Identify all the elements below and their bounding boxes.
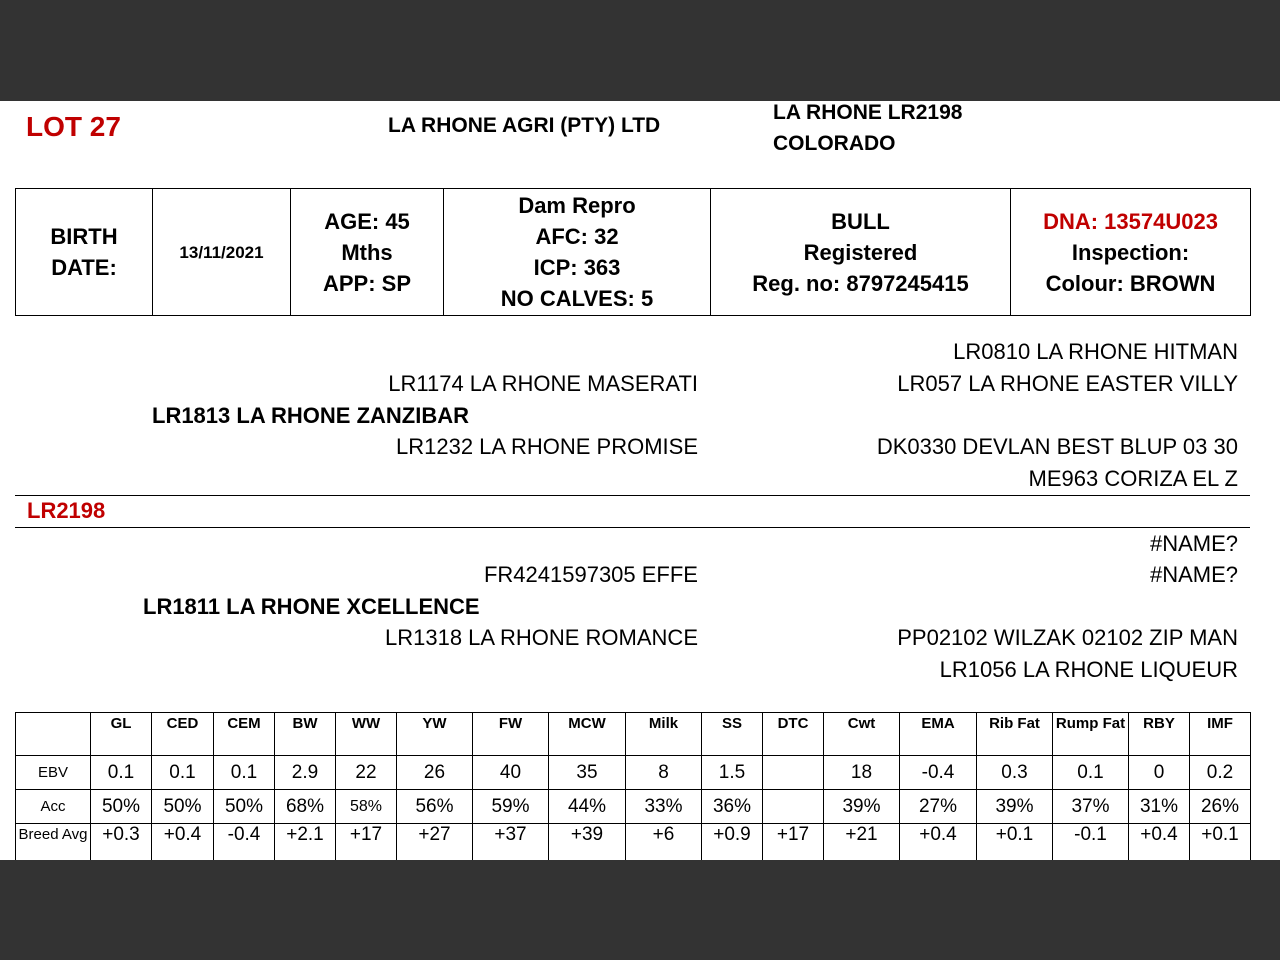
ebv-cell: 8 bbox=[626, 756, 702, 790]
breed-avg-cell: -0.4 bbox=[214, 824, 275, 861]
divider-bottom bbox=[15, 527, 1250, 528]
pedigree-dam-sire-dam: #NAME? bbox=[1149, 562, 1238, 587]
ebv-cell: -0.4 bbox=[900, 756, 977, 790]
ebv-header-cell: WW bbox=[336, 713, 397, 756]
app-value: APP: SP bbox=[322, 270, 412, 296]
pedigree-sire-sire: LR1174 LA RHONE MASERATI bbox=[388, 371, 698, 396]
breed-avg-cell: +2.1 bbox=[275, 824, 336, 861]
breed-avg-row-label: Breed Avg bbox=[16, 824, 91, 861]
breed-avg-cell: +6 bbox=[626, 824, 702, 861]
animal-info-table bbox=[15, 188, 1251, 316]
acc-cell: 39% bbox=[977, 790, 1053, 824]
breed-avg-cell: +37 bbox=[473, 824, 549, 861]
lot-number: LOT 27 bbox=[26, 111, 121, 142]
breed-avg-cell: +17 bbox=[763, 824, 824, 861]
ebv-header-row bbox=[16, 713, 1251, 756]
acc-cell: 68% bbox=[275, 790, 336, 824]
breed-avg-cell: +17 bbox=[336, 824, 397, 861]
acc-cell: 50% bbox=[91, 790, 152, 824]
ebv-cell: 1.5 bbox=[702, 756, 763, 790]
ebv-header-cell: Rib Fat bbox=[977, 713, 1053, 756]
acc-cell: 44% bbox=[549, 790, 626, 824]
pedigree-sire-dam: LR1232 LA RHONE PROMISE bbox=[395, 434, 698, 459]
icp-value: ICP: 363 bbox=[533, 255, 621, 280]
breed-avg-cell: +21 bbox=[824, 824, 900, 861]
breed-avg-cell: +39 bbox=[549, 824, 626, 861]
ebv-header-cell: BW bbox=[275, 713, 336, 756]
ebv-corner-cell bbox=[16, 713, 91, 756]
ebv-header-cell: EMA bbox=[900, 713, 977, 756]
afc-value: AFC: 32 bbox=[535, 224, 619, 249]
ebv-cell: 0.1 bbox=[214, 756, 275, 790]
ebv-cell: 0.3 bbox=[977, 756, 1053, 790]
ebv-header-cell: GL bbox=[91, 713, 152, 756]
ebv-header-cell: CED bbox=[152, 713, 214, 756]
ebv-row-label: EBV bbox=[16, 756, 91, 790]
acc-cell: 33% bbox=[626, 790, 702, 824]
acc-cell: 37% bbox=[1053, 790, 1129, 824]
animal-name-line1: LA RHONE LR2198 bbox=[773, 101, 963, 124]
acc-cell: 26% bbox=[1190, 790, 1251, 824]
pedigree-dam-sire: FR4241597305 EFFE bbox=[483, 562, 698, 587]
acc-cell bbox=[763, 790, 824, 824]
birth-date-value: 13/11/2021 bbox=[153, 189, 291, 316]
pedigree-dam-dam: LR1318 LA RHONE ROMANCE bbox=[385, 625, 698, 650]
acc-cell: 56% bbox=[397, 790, 473, 824]
pedigree-sire-dam-dam: ME963 CORIZA EL Z bbox=[1028, 466, 1238, 491]
reg-number: Reg. no: 8797245415 bbox=[752, 270, 969, 296]
pedigree-sire-sire-sire: LR0810 LA RHONE HITMAN bbox=[953, 339, 1238, 364]
ebv-table bbox=[15, 712, 1251, 860]
ebv-cell: 0.1 bbox=[1053, 756, 1129, 790]
ebv-header-cell: RBY bbox=[1129, 713, 1190, 756]
pedigree-sire-sire-dam: LR057 LA RHONE EASTER VILLY bbox=[897, 371, 1238, 396]
calves-value: NO CALVES: 5 bbox=[500, 286, 654, 311]
owner-name: LA RHONE AGRI (PTY) LTD bbox=[388, 114, 661, 137]
ebv-cell: 40 bbox=[473, 756, 549, 790]
ebv-cell: 0 bbox=[1129, 756, 1190, 790]
ebv-header-cell: SS bbox=[702, 713, 763, 756]
ebv-cell: 0.1 bbox=[152, 756, 214, 790]
ebv-cell: 0.2 bbox=[1190, 756, 1251, 790]
pedigree-sire-dam-sire: DK0330 DEVLAN BEST BLUP 03 30 bbox=[876, 434, 1238, 459]
lot-sheet bbox=[0, 101, 1280, 860]
animal-name-line2: COLORADO bbox=[773, 132, 896, 155]
birth-date-label bbox=[16, 189, 153, 316]
ebv-header-cell: IMF bbox=[1190, 713, 1251, 756]
acc-cell: 50% bbox=[152, 790, 214, 824]
inspection-label: Inspection: bbox=[1071, 239, 1190, 265]
ebv-cell: 2.9 bbox=[275, 756, 336, 790]
acc-row-label: Acc bbox=[16, 790, 91, 824]
pedigree-dam-sire-sire: #NAME? bbox=[1149, 531, 1238, 556]
registered-status: Registered bbox=[803, 239, 918, 265]
breed-avg-cell: +0.4 bbox=[1129, 824, 1190, 861]
birth-label-line2: DATE: bbox=[51, 255, 117, 280]
breed-avg-row bbox=[16, 824, 1251, 861]
dam-repro-cell bbox=[444, 189, 711, 316]
breed-avg-cell: +0.4 bbox=[900, 824, 977, 861]
acc-cell: 36% bbox=[702, 790, 763, 824]
breed-avg-cell: -0.1 bbox=[1053, 824, 1129, 861]
animal-code: LR2198 bbox=[27, 498, 106, 523]
ebv-header-cell: Rump Fat bbox=[1053, 713, 1129, 756]
sex-value: BULL bbox=[831, 208, 890, 234]
dna-cell bbox=[1011, 189, 1251, 316]
acc-cell: 27% bbox=[900, 790, 977, 824]
breed-avg-cell: +0.9 bbox=[702, 824, 763, 861]
pedigree-dam: LR1811 LA RHONE XCELLENCE bbox=[143, 594, 480, 619]
ebv-header-cell: MCW bbox=[549, 713, 626, 756]
divider-top bbox=[15, 495, 1250, 496]
animal-name bbox=[773, 101, 962, 159]
pedigree-dam-dam-sire: PP02102 WILZAK 02102 ZIP MAN bbox=[897, 625, 1238, 650]
dam-repro-title: Dam Repro bbox=[518, 193, 636, 218]
ebv-header-cell: FW bbox=[473, 713, 549, 756]
dna-value: DNA: 13574U023 bbox=[1043, 208, 1218, 234]
acc-cell: 50% bbox=[214, 790, 275, 824]
acc-row bbox=[16, 790, 1251, 824]
birth-label-line1: BIRTH bbox=[50, 224, 118, 249]
age-unit: Mths bbox=[341, 239, 393, 265]
pedigree-sire: LR1813 LA RHONE ZANZIBAR bbox=[152, 403, 469, 428]
ebv-cell: 35 bbox=[549, 756, 626, 790]
age-cell bbox=[291, 189, 444, 316]
acc-cell: 59% bbox=[473, 790, 549, 824]
ebv-cell: 18 bbox=[824, 756, 900, 790]
breed-avg-cell: +0.1 bbox=[977, 824, 1053, 861]
ebv-cell: 22 bbox=[336, 756, 397, 790]
ebv-header-cell: CEM bbox=[214, 713, 275, 756]
age-value: AGE: 45 bbox=[324, 208, 410, 234]
breed-avg-cell: +0.1 bbox=[1190, 824, 1251, 861]
pedigree-dam-dam-dam: LR1056 LA RHONE LIQUEUR bbox=[939, 657, 1238, 682]
acc-cell: 58% bbox=[336, 790, 397, 824]
ebv-cell bbox=[763, 756, 824, 790]
ebv-header-cell: Milk bbox=[626, 713, 702, 756]
ebv-header-cell: YW bbox=[397, 713, 473, 756]
acc-cell: 31% bbox=[1129, 790, 1190, 824]
ebv-header-cell: Cwt bbox=[824, 713, 900, 756]
breed-avg-cell: +27 bbox=[397, 824, 473, 861]
ebv-row bbox=[16, 756, 1251, 790]
ebv-cell: 0.1 bbox=[91, 756, 152, 790]
colour-value: Colour: BROWN bbox=[1045, 270, 1216, 296]
registration-cell bbox=[711, 189, 1011, 316]
breed-avg-cell: +0.3 bbox=[91, 824, 152, 861]
ebv-cell: 26 bbox=[397, 756, 473, 790]
breed-avg-cell: +0.4 bbox=[152, 824, 214, 861]
ebv-header-cell: DTC bbox=[763, 713, 824, 756]
acc-cell: 39% bbox=[824, 790, 900, 824]
